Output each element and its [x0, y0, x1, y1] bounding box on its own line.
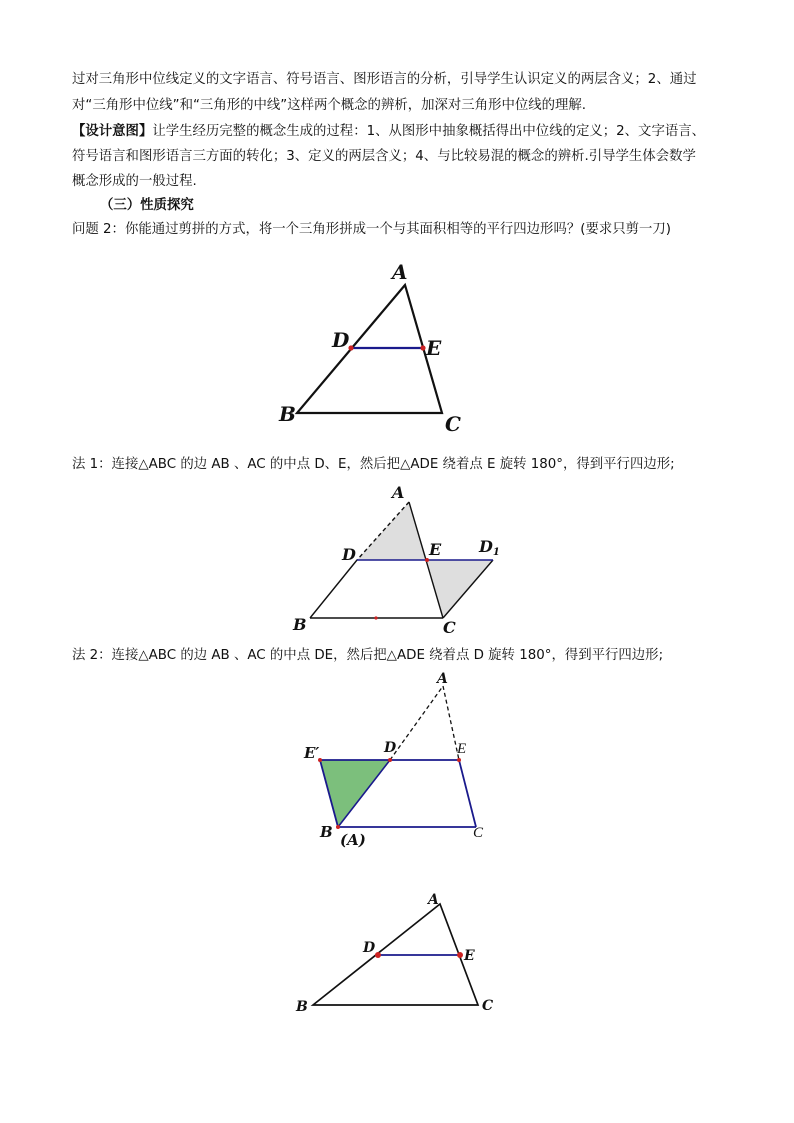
- method-2: 法 2：连接△ABC 的边 AB 、AC 的中点 DE，然后把△ADE 绕着点 D 旋转 180°，得到平行四边形;: [72, 648, 664, 663]
- label-b: B: [279, 402, 296, 426]
- label-c: C: [443, 618, 456, 637]
- triangle-be-d-shaded: [320, 760, 390, 827]
- label-a: A: [437, 671, 448, 687]
- figure-4-triangle: [290, 888, 510, 1023]
- midpoint-e: [420, 345, 425, 350]
- label-a-paren: (A): [340, 831, 366, 849]
- label-d: D: [332, 328, 350, 352]
- label-a: A: [428, 892, 439, 908]
- design-intent-body: 让学生经历完整的概念生成的过程：1、从图形中抽象概括得出中位线的定义；2、文字语言、: [152, 124, 706, 139]
- design-intent-heading: 【设计意图】: [72, 124, 153, 139]
- label-d: D: [342, 545, 356, 564]
- label-d: D: [384, 740, 397, 756]
- label-b: B: [293, 615, 307, 634]
- paragraph-line-4: 符号语言和图形语言三方面的转化；3、定义的两层含义；4、与比较易混的概念的辨析.引导学生体会数学: [72, 149, 696, 164]
- label-d1: D1: [479, 537, 500, 558]
- side-ec: [459, 760, 476, 827]
- dashed-da: [390, 686, 443, 760]
- label-a: A: [392, 483, 405, 502]
- label-e: E: [464, 948, 475, 964]
- triangle-ade-shaded: [357, 502, 427, 560]
- question-2: 问题 2：你能通过剪拼的方式，将一个三角形拼成一个与其面积相等的平行四边形吗？(要求只剪一刀): [72, 222, 672, 237]
- point-e: [457, 758, 461, 762]
- label-c: C: [445, 412, 461, 436]
- section-heading: （三）性质探究: [100, 198, 194, 213]
- paragraph-line-2: 对“三角形中位线”和“三角形的中线”这样两个概念的辨析，加深对三角形中位线的理解.: [72, 98, 587, 113]
- label-e-prime: E′: [304, 744, 320, 762]
- label-e: E: [457, 741, 467, 757]
- paragraph-line-5: 概念形成的一般过程.: [72, 174, 197, 189]
- label-a: A: [392, 260, 408, 284]
- label-d: D: [363, 940, 376, 956]
- design-intent-line: [72, 122, 705, 142]
- label-c: C: [482, 998, 494, 1014]
- side-db: [310, 560, 357, 618]
- figure-2-rotate-about-e: [280, 480, 520, 640]
- paragraph-line-1: 过对三角形中位线定义的文字语言、符号语言、图形语言的分析，引导学生认识定义的两层含义；2、通过: [72, 72, 697, 87]
- triangle-ed1c-shaded: [427, 560, 493, 618]
- figure-1-triangle: [270, 255, 490, 440]
- label-e: E: [426, 336, 442, 360]
- point-b: [336, 825, 340, 829]
- label-c: C: [473, 825, 484, 841]
- point-bc-mid: [374, 616, 377, 619]
- label-e: E: [429, 540, 442, 559]
- figure-3-rotate-about-d: [295, 670, 505, 855]
- midpoint-e: [457, 952, 463, 958]
- point-d: [388, 758, 392, 762]
- label-b: B: [320, 823, 333, 841]
- label-b: B: [296, 999, 308, 1015]
- method-1: 法 1：连接△ABC 的边 AB 、AC 的中点 D、E，然后把△ADE 绕着点 E 旋转 180°，得到平行四边形;: [72, 457, 675, 472]
- midpoint-d: [375, 952, 381, 958]
